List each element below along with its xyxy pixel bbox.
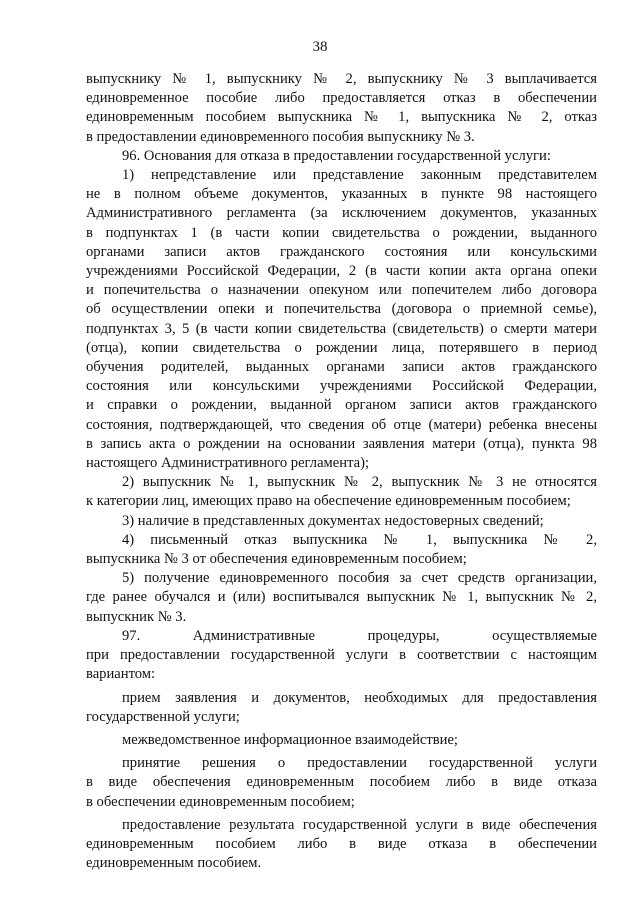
paragraph-97-procedure-1 [86,689,597,727]
text-line: обучения родителей, выданных органами записи актов гражданского [86,359,597,376]
text-line: 4) письменный отказ выпускника № 1, выпускника № 2, [122,531,597,548]
text-line: единовременным пособием. [86,855,262,872]
text-line: (отца), копии свидетельства о рождении лица, потерявшего в период [86,339,597,356]
text-line: 5) получение единовременного пособия за счет средств организации, [122,570,597,587]
text-line: Административного регламента (за исключением документов, указанных [86,205,597,222]
paragraph-continuation [86,70,597,147]
text-line: единовременным пособием либо в виде отказа в обеспечении [86,835,597,852]
document-body [86,70,597,873]
text-line: учреждениями Российской Федерации, 2 (в части копии акта органа опеки [86,263,597,280]
text-line: к категории лиц, имеющих право на обеспечение единовременным пособием; [86,493,571,510]
text-line: выпускник № 3. [86,608,187,625]
text-line: государственной услуги; [86,708,240,725]
text-line: в обеспечении единовременным пособием; [86,793,355,810]
text-line: состояния, подтверждающей, что сведения об отце (матери) ребенка внесены [86,416,597,433]
text-line: 2) выпускник № 1, выпускник № 2, выпускник № 3 не относятся [122,474,597,491]
text-line: вариантом: [86,666,156,683]
text-line: межведомственное информационное взаимодействие; [122,731,458,748]
text-line: в виде обеспечения единовременным пособием либо в виде отказа [86,774,597,791]
paragraph-96-3 [86,512,597,531]
text-line: 97. Административные процедуры, осуществляемые [122,627,597,644]
text-line: 96. Основания для отказа в предоставлении государственной услуги: [122,147,551,164]
text-line: единовременным пособием выпускника № 1, выпускника № 2, отказ [86,109,597,126]
text-line: в предоставлении единовременного пособия выпускнику № 3. [86,128,475,145]
paragraph-96-5 [86,569,597,627]
paragraph-97 [86,627,597,685]
paragraph-97-procedure-4 [86,816,597,874]
text-line: единовременное пособие либо предоставляется отказ в обеспечении [86,90,597,107]
text-line: и справки о рождении, выданной органом записи актов гражданского [86,397,597,414]
text-line: при предоставлении государственной услуги в соответствии с настоящим [86,647,597,664]
page-number: 38 [312,39,328,55]
text-line: 3) наличие в представленных документах недостоверных сведений; [122,512,544,529]
text-line: выпускнику № 1, выпускнику № 2, выпускнику № 3 выплачивается [86,71,597,87]
paragraph-96-4 [86,531,597,569]
text-line: органами записи актов гражданского состояния или консульскими [86,243,597,260]
text-line: об осуществлении опеки и попечительства (договора о приемной семье), [86,301,597,318]
paragraph-96-1 [86,166,597,473]
text-line: предоставление результата государственной услуги в виде обеспечения [122,816,597,833]
text-line: принятие решения о предоставлении государственной услуги [122,755,597,772]
text-line: 1) непредставление или представление законным представителем [122,167,597,184]
text-line: в подпунктах 1 (в части копии свидетельства о рождении, выданного [86,224,597,241]
text-line: не в полном объеме документов, указанных в пункте 98 настоящего [86,186,597,203]
paragraph-96-2 [86,473,597,511]
text-line: настоящего Административного регламента); [86,455,370,472]
text-line: выпускника № 3 от обеспечения единовременным пособием; [86,551,467,568]
text-line: подпунктах 3, 5 (в части копии свидетельства (свидетельств) о смерти матери [86,320,597,337]
text-line: прием заявления и документов, необходимых для предоставления [122,689,597,706]
text-line: в запись акта о рождении на основании заявления матери (отца), пункта 98 [86,435,597,452]
paragraph-97-procedure-2 [86,731,597,750]
paragraph-97-procedure-3 [86,754,597,812]
text-line: где ранее обучался и (или) воспитывался выпускник № 1, выпускник № 2, [86,589,597,606]
text-line: состояния или консульскими учреждениями Российской Федерации, [86,378,597,395]
paragraph-96 [86,147,597,166]
text-line: и попечительства о назначении опекуном или попечителем либо договора [86,282,597,299]
